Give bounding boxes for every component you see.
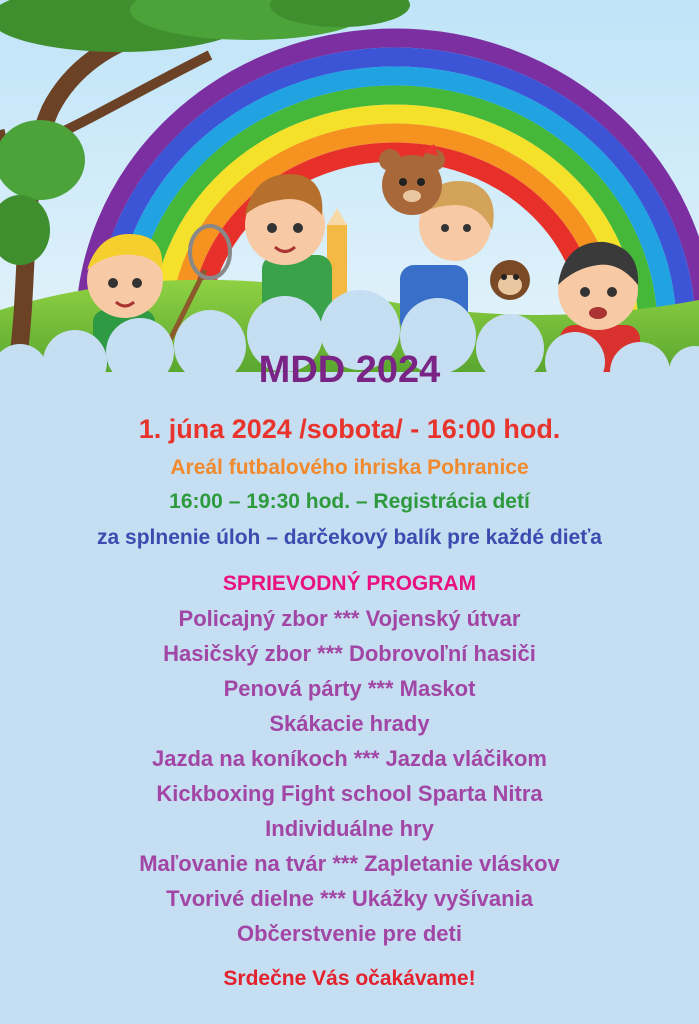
program-heading: SPRIEVODNÝ PROGRAM <box>222 572 477 595</box>
event-date: 1. júna 2024 /sobota/ - 16:00 hod. <box>138 414 561 444</box>
registration-time: 16:00 – 19:30 hod. – Registrácia detí <box>169 490 530 513</box>
program-item: Penová párty *** Maskot <box>223 676 476 701</box>
program-item: Jazda na koníkoch *** Jazda vláčikom <box>152 746 547 771</box>
program-item: Tvorivé dielne *** Ukážky vyšívania <box>166 886 533 911</box>
program-item: Kickboxing Fight school Sparta Nitra <box>156 781 543 806</box>
program-item: Občerstvenie pre deti <box>237 921 462 946</box>
event-venue: Areál futbalového ihriska Pohranice <box>170 456 529 479</box>
program-item: Policajný zbor *** Vojenský útvar <box>178 606 521 631</box>
header-illustration <box>0 0 699 400</box>
program-item: Hasičský zbor *** Dobrovoľní hasiči <box>163 641 536 666</box>
program-item: Individuálne hry <box>265 816 434 841</box>
event-title: MDD 2024 <box>258 349 441 391</box>
gift-note: za splnenie úloh – darčekový balík pre každé dieťa <box>97 526 602 549</box>
closing-message: Srdečne Vás očakávame! <box>223 967 476 990</box>
program-item: Maľovanie na tvár *** Zapletanie vláskov <box>139 851 560 876</box>
program-item: Skákacie hrady <box>269 711 430 736</box>
